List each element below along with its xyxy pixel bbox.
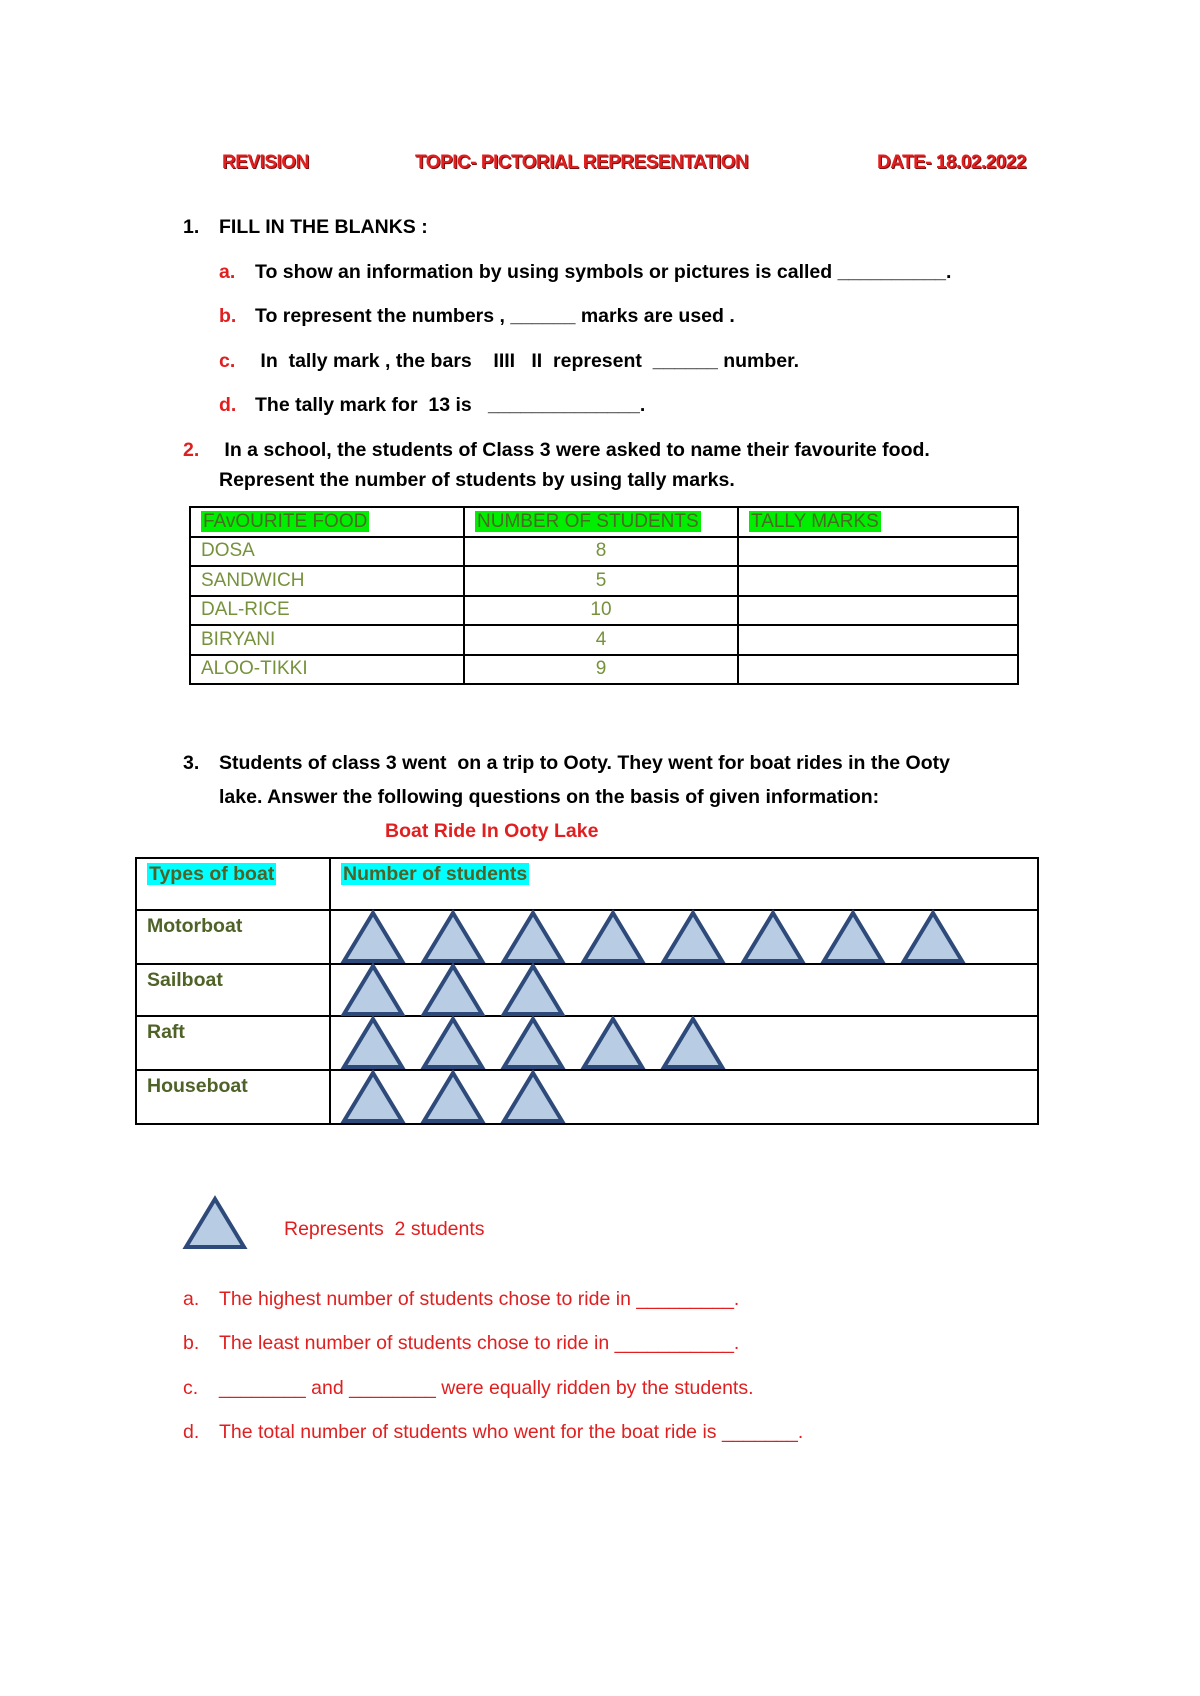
q3-line1: Students of class 3 went on a trip to Ooty. They went for boat rides in the Ooty	[219, 752, 950, 774]
food-cell: BIRYANI	[190, 625, 464, 655]
triangle-symbol-icon	[900, 909, 966, 965]
header-food: FAvOURITE FOOD	[203, 510, 368, 532]
q1d-letter: d.	[219, 394, 237, 416]
boat-label: Raft	[136, 1016, 330, 1070]
boat-label: Houseboat	[136, 1070, 330, 1124]
pictograph-row	[136, 964, 1038, 1016]
triangle-symbol-icon	[580, 909, 646, 965]
boat-label: Motorboat	[136, 910, 330, 964]
q1d-text: The tally mark for 13 is ______________.	[255, 394, 646, 416]
q3a-letter: a.	[183, 1288, 200, 1310]
food-cell: DOSA	[190, 537, 464, 567]
date-label: DATE- 18.02.2022	[877, 152, 1027, 173]
triangle-symbol-icon	[500, 1015, 566, 1071]
boat-pictograph-table	[135, 857, 1039, 1125]
q2-line1: In a school, the students of Class 3 were asked to name their favourite food.	[219, 439, 930, 461]
table-row	[190, 566, 1018, 596]
triangle-symbol-icon	[340, 962, 406, 1018]
triangle-symbol-icon	[580, 1015, 646, 1071]
q1a-text: To show an information by using symbols or pictures is called __________.	[255, 261, 952, 283]
header-cell	[738, 507, 1018, 537]
header-cell	[330, 858, 1038, 910]
favourite-food-table	[189, 506, 1019, 685]
q3b-text: The least number of students chose to ride in ___________.	[219, 1332, 740, 1354]
q2-number: 2.	[183, 439, 200, 461]
legend-triangle-icon	[182, 1195, 248, 1251]
q3a-text: The highest number of students chose to ride in _________.	[219, 1288, 740, 1310]
q1c-text: In tally mark , the bars IIII II represent ______ number.	[255, 350, 800, 372]
triangle-symbol-icon	[820, 909, 886, 965]
pictograph-row	[136, 1070, 1038, 1124]
header-cell	[464, 507, 738, 537]
food-cell: ALOO-TIKKI	[190, 655, 464, 685]
table-row	[190, 655, 1018, 685]
food-cell: SANDWICH	[190, 566, 464, 596]
revision-label: REVISION	[222, 152, 309, 173]
q1b-text: To represent the numbers , ______ marks are used .	[255, 305, 735, 327]
header-count: NUMBER OF STUDENTS	[477, 510, 699, 532]
count-cell: 5	[464, 566, 738, 596]
q1b-letter: b.	[219, 305, 237, 327]
triangle-symbol-icon	[500, 909, 566, 965]
legend-text: Represents 2 students	[284, 1218, 485, 1240]
triangle-symbol-icon	[500, 962, 566, 1018]
tally-cell[interactable]	[738, 625, 1018, 655]
q3d-letter: d.	[183, 1421, 200, 1443]
header-students: Number of students	[343, 863, 528, 885]
q1-number: 1.	[183, 216, 200, 238]
q2-line2: Represent the number of students by using tally marks.	[219, 469, 735, 491]
triangle-symbol-icon	[340, 1069, 406, 1125]
q3d-text: The total number of students who went for the boat ride is _______.	[219, 1421, 804, 1443]
triangle-symbol-icon	[340, 909, 406, 965]
tally-cell[interactable]	[738, 596, 1018, 626]
tally-cell[interactable]	[738, 655, 1018, 685]
header-cell	[136, 858, 330, 910]
table-header-row	[190, 507, 1018, 537]
count-cell: 10	[464, 596, 738, 626]
triangle-symbol-icon	[660, 1015, 726, 1071]
q1c-letter: c.	[219, 350, 236, 372]
triangle-symbol-icon	[420, 1015, 486, 1071]
q3-number: 3.	[183, 752, 200, 774]
triangle-symbol-icon	[340, 1015, 406, 1071]
triangle-symbol-icon	[740, 909, 806, 965]
pictograph-header-row	[136, 858, 1038, 910]
header-cell	[190, 507, 464, 537]
topic-label: TOPIC- PICTORIAL REPRESENTATION	[415, 152, 749, 173]
header-boat-type: Types of boat	[149, 863, 275, 885]
q1-title: FILL IN THE BLANKS :	[219, 216, 428, 238]
boat-label: Sailboat	[136, 964, 330, 1016]
table-row	[190, 625, 1018, 655]
count-cell: 9	[464, 655, 738, 685]
table-row	[190, 596, 1018, 626]
count-cell: 8	[464, 537, 738, 567]
tally-cell[interactable]	[738, 566, 1018, 596]
table-row	[190, 537, 1018, 567]
food-cell: DAL-RICE	[190, 596, 464, 626]
q3c-letter: c.	[183, 1377, 199, 1399]
q3b-letter: b.	[183, 1332, 200, 1354]
tally-cell[interactable]	[738, 537, 1018, 567]
q1a-letter: a.	[219, 261, 236, 283]
q3-line2: lake. Answer the following questions on the basis of given information:	[219, 786, 880, 808]
count-cell: 4	[464, 625, 738, 655]
triangle-symbol-icon	[420, 1069, 486, 1125]
triangle-symbol-icon	[500, 1069, 566, 1125]
triangle-symbol-icon	[420, 909, 486, 965]
chart-title: Boat Ride In Ooty Lake	[385, 820, 599, 842]
triangle-symbol-icon	[660, 909, 726, 965]
triangle-symbol-icon	[420, 962, 486, 1018]
header-tally: TALLY MARKS	[751, 510, 879, 532]
q3c-text: ________ and ________ were equally ridden by the students.	[219, 1377, 754, 1399]
